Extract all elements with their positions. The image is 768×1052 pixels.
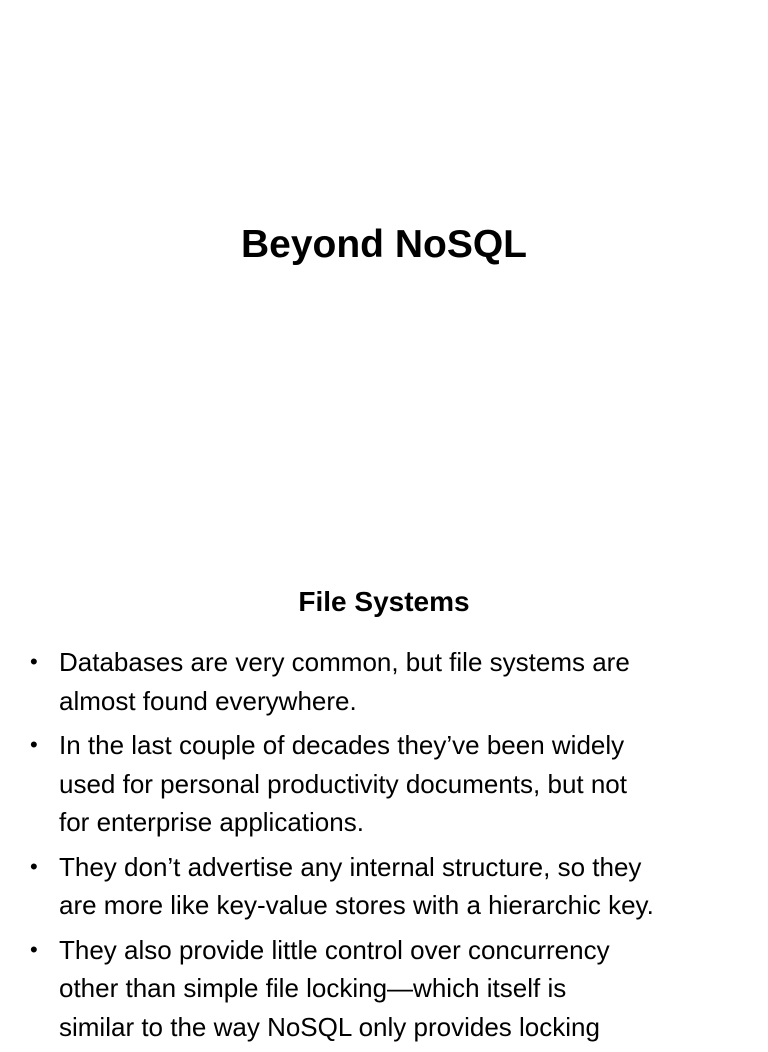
bullet-item [26,848,746,925]
bullet-line: used for personal productivity documents, but not [59,768,627,799]
bullet-marker: • [30,853,38,879]
bullet-line: almost found everywhere. [59,685,357,716]
bullet-item [26,726,746,842]
bullet-list [26,643,746,1052]
bullet-marker: • [30,936,38,962]
bullet-item [26,931,746,1047]
bullet-marker: • [30,732,38,757]
bullet-line: They don’t advertise any internal structure, so they [59,851,642,882]
bullet-line: are more like key-value stores with a hierarchic key. [59,890,654,920]
bullet-line: In the last couple of decades they’ve been widely [59,730,625,760]
bullet-marker: • [30,649,38,674]
section-heading: File Systems [298,586,470,617]
bullet-line: Databases are very common, but file systems are [59,647,630,677]
bullet-line: They also provide little control over concurrency [59,934,610,965]
slide-title: Beyond NoSQL [240,223,527,266]
bullet-line: other than simple file locking—which itself is [59,973,567,1003]
bullet-line: for enterprise applications. [59,807,364,837]
bullet-line: similar to the way NoSQL only provides locking [59,1011,600,1042]
bullet-item [26,643,746,720]
